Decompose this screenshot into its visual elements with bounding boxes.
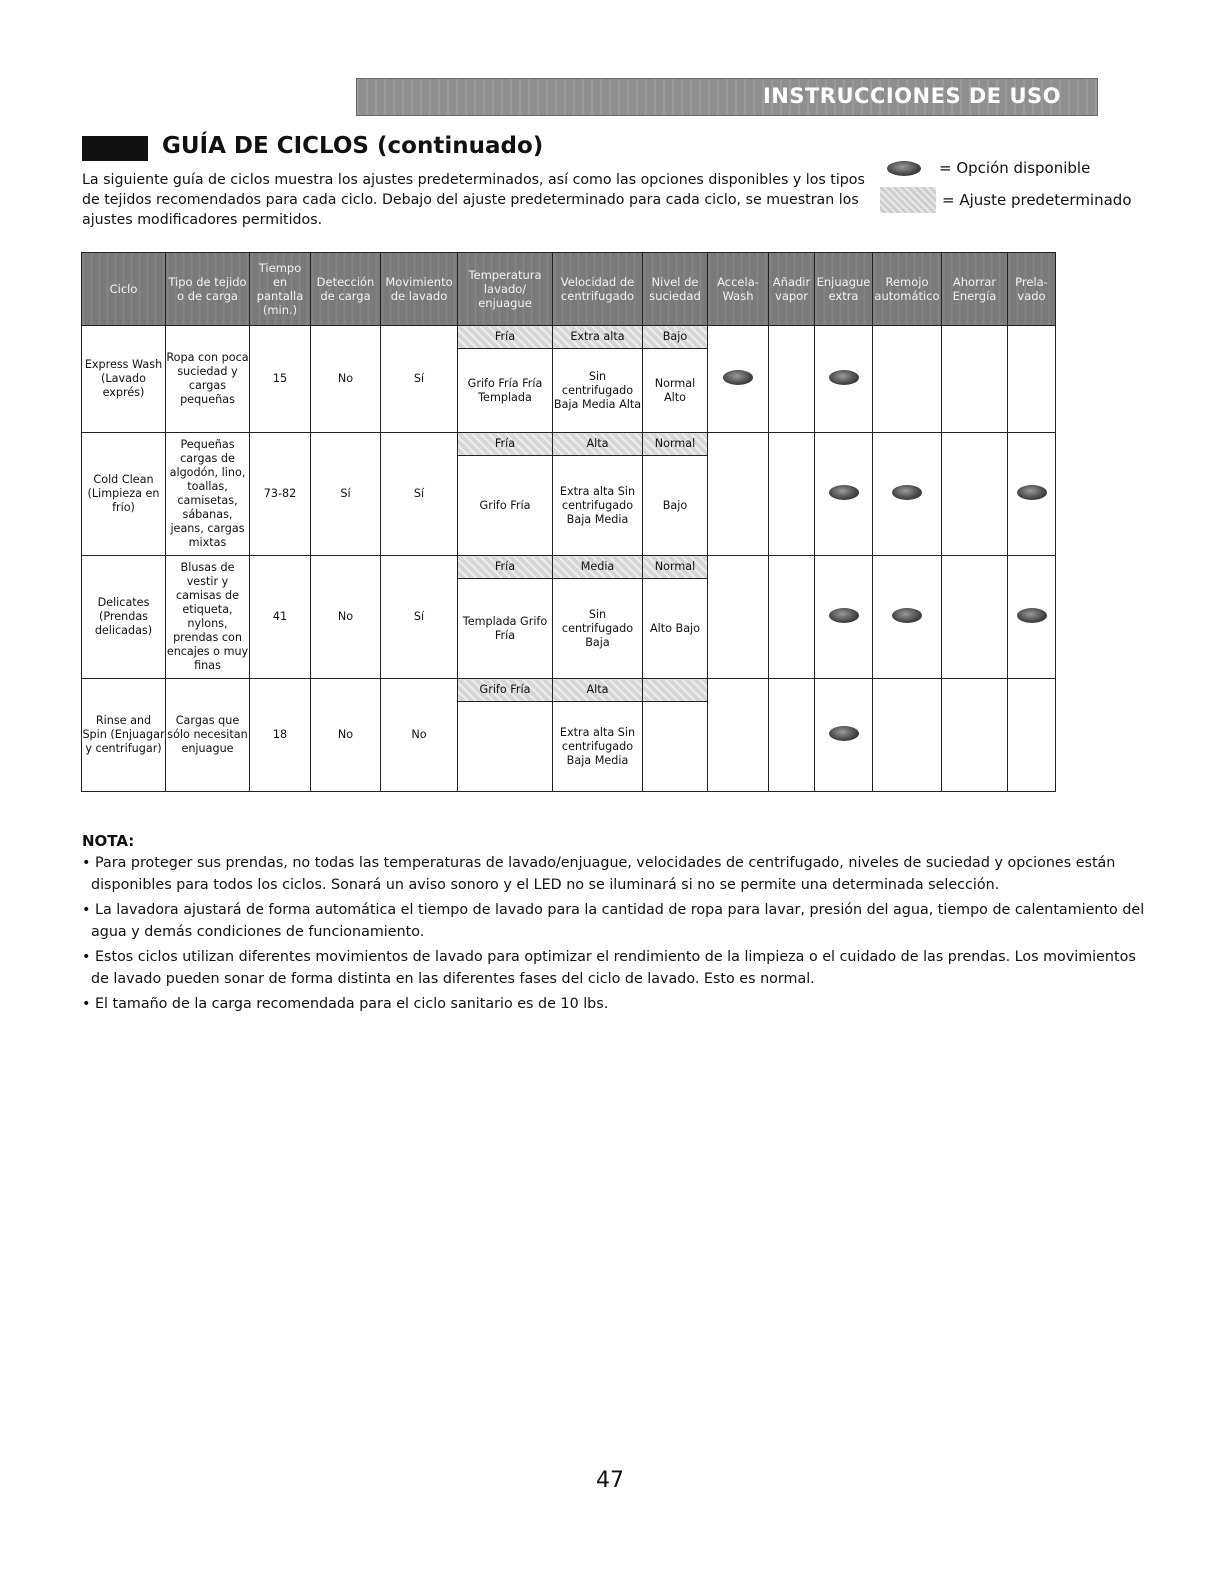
cell-auto-soak xyxy=(873,326,942,433)
section-banner xyxy=(356,78,1098,116)
cell-fabric: Ropa con poca suciedad y cargas pequeñas xyxy=(166,326,250,433)
header-temp: Temperatura lavado/ enjuague xyxy=(458,253,553,326)
cell-steam xyxy=(769,556,815,679)
table-row-default xyxy=(82,326,1056,349)
cell-extra-rinse xyxy=(815,679,873,792)
header-load-detect: Detección de carga xyxy=(311,253,381,326)
option-dot-icon xyxy=(1017,608,1047,623)
cell-time: 18 xyxy=(250,679,311,792)
cell-cycle: Delicates (Prendas delicadas) xyxy=(82,556,166,679)
cell-time: 73-82 xyxy=(250,433,311,556)
header-fabric: Tipo de tejido o de carga xyxy=(166,253,250,326)
page-title: GUÍA DE CICLOS (continuado) xyxy=(162,133,544,159)
note-item: • Estos ciclos utilizan diferentes movimientos de lavado para optimizar el rendimiento de la limpieza o el cuidado de las prendas. Los movimientos de lavado pueden sonar de forma distinta en las diferentes fases del ciclo de lavado. Esto es normal. xyxy=(82,949,1136,987)
cell-motion: Sí xyxy=(381,326,458,433)
cell-soil-options xyxy=(643,702,708,792)
cell-auto-soak xyxy=(873,433,942,556)
cell-steam xyxy=(769,433,815,556)
cell-energy xyxy=(942,326,1008,433)
cell-default-spin: Media xyxy=(553,556,643,579)
cell-default-soil xyxy=(643,679,708,702)
cell-default-soil: Normal xyxy=(643,556,708,579)
cell-energy xyxy=(942,679,1008,792)
cell-load-detect: Sí xyxy=(311,433,381,556)
header-soil: Nivel de suciedad xyxy=(643,253,708,326)
option-dot-icon xyxy=(829,608,859,623)
cell-prewash xyxy=(1008,433,1056,556)
legend-option-row xyxy=(880,152,1132,184)
cell-default-spin: Alta xyxy=(553,679,643,702)
cell-accela xyxy=(708,556,769,679)
legend-default-row xyxy=(880,184,1132,216)
header-energy: Ahorrar Energía xyxy=(942,253,1008,326)
cell-motion: No xyxy=(381,679,458,792)
note-item: • El tamaño de la carga recomendada para el ciclo sanitario es de 10 lbs. xyxy=(82,996,609,1012)
cell-extra-rinse xyxy=(815,433,873,556)
option-dot-icon xyxy=(829,370,859,385)
intro-paragraph: La siguiente guía de ciclos muestra los ajustes predeterminados, así como las opciones disponibles y los tipos de tejidos recomendados para cada ciclo. Debajo del ajuste predeterminado para cada ciclo, se muestran los ajustes modificadores permitidos. xyxy=(82,172,865,228)
banner-title: INSTRUCCIONES DE USO xyxy=(762,84,1061,108)
option-dot-icon xyxy=(829,485,859,500)
cell-fabric: Blusas de vestir y camisas de etiqueta, nylons, prendas con encajes o muy finas xyxy=(166,556,250,679)
legend xyxy=(880,152,1132,216)
option-dot-icon xyxy=(892,608,922,623)
cell-default-temp: Grifo Fría xyxy=(458,679,553,702)
cell-default-spin: Extra alta xyxy=(553,326,643,349)
cell-spin-options: Sin centrifugado Baja xyxy=(553,579,643,679)
cell-steam xyxy=(769,326,815,433)
cell-accela xyxy=(708,433,769,556)
cell-time: 15 xyxy=(250,326,311,433)
header-motion: Movimiento de lavado xyxy=(381,253,458,326)
cell-load-detect: No xyxy=(311,556,381,679)
option-dot-icon xyxy=(887,161,921,176)
cell-default-spin: Alta xyxy=(553,433,643,456)
cell-energy xyxy=(942,433,1008,556)
table-row-default xyxy=(82,433,1056,456)
header-steam: Añadir vapor xyxy=(769,253,815,326)
cell-default-temp: Fría xyxy=(458,326,553,349)
cell-load-detect: No xyxy=(311,326,381,433)
cell-accela xyxy=(708,326,769,433)
cell-default-soil: Bajo xyxy=(643,326,708,349)
cell-default-temp: Fría xyxy=(458,556,553,579)
option-dot-icon xyxy=(1017,485,1047,500)
cell-steam xyxy=(769,679,815,792)
cell-time: 41 xyxy=(250,556,311,679)
table-header-row xyxy=(82,253,1056,326)
cell-spin-options: Extra alta Sin centrifugado Baja Media xyxy=(553,456,643,556)
cell-soil-options: Alto Bajo xyxy=(643,579,708,679)
notes-title: NOTA: xyxy=(82,832,135,850)
cell-temp-options: Templada Grifo Fría xyxy=(458,579,553,679)
page-number: 47 xyxy=(596,1468,624,1493)
notes-list xyxy=(82,852,1152,1018)
note-item: • La lavadora ajustará de forma automática el tiempo de lavado para la cantidad de ropa para lavar, presión del agua, tiempo de calentamiento del agua y demás condiciones de funcionamiento. xyxy=(82,902,1145,940)
header-time: Tiempo en pantalla (min.) xyxy=(250,253,311,326)
legend-option-label: = Opción disponible xyxy=(939,159,1091,177)
cell-spin-options: Extra alta Sin centrifugado Baja Media xyxy=(553,702,643,792)
cell-energy xyxy=(942,556,1008,679)
cell-prewash xyxy=(1008,679,1056,792)
cell-soil-options: Normal Alto xyxy=(643,349,708,433)
cell-extra-rinse xyxy=(815,326,873,433)
cell-default-soil: Normal xyxy=(643,433,708,456)
table-row-default xyxy=(82,679,1056,702)
cell-spin-options: Sin centrifugado Baja Media Alta xyxy=(553,349,643,433)
cell-fabric: Cargas que sólo necesitan enjuague xyxy=(166,679,250,792)
cell-auto-soak xyxy=(873,679,942,792)
header-auto-soak: Remojo automático xyxy=(873,253,942,326)
cycle-guide-table xyxy=(81,252,1056,792)
cell-soil-options: Bajo xyxy=(643,456,708,556)
cell-accela xyxy=(708,679,769,792)
cell-auto-soak xyxy=(873,556,942,679)
cell-prewash xyxy=(1008,556,1056,679)
cell-temp-options xyxy=(458,702,553,792)
cell-prewash xyxy=(1008,326,1056,433)
legend-default-label: = Ajuste predeterminado xyxy=(942,191,1132,209)
title-marker xyxy=(82,136,148,161)
header-prewash: Prela- vado xyxy=(1008,253,1056,326)
cell-fabric: Pequeñas cargas de algodón, lino, toallas, camisetas, sábanas, jeans, cargas mixtas xyxy=(166,433,250,556)
option-dot-icon xyxy=(829,726,859,741)
option-dot-icon xyxy=(892,485,922,500)
note-item: • Para proteger sus prendas, no todas las temperaturas de lavado/enjuague, velocidades de centrifugado, niveles de suciedad y opciones están disponibles para todos los ciclos. Sonará un aviso sonoro y el LED no se iluminará si no se permite una determinada selección. xyxy=(82,855,1116,893)
cell-cycle: Rinse and Spin (Enjuagar y centrifugar) xyxy=(82,679,166,792)
cell-cycle: Express Wash (Lavado exprés) xyxy=(82,326,166,433)
cell-default-temp: Fría xyxy=(458,433,553,456)
cell-motion: Sí xyxy=(381,556,458,679)
cell-temp-options: Grifo Fría xyxy=(458,456,553,556)
table-row-default xyxy=(82,556,1056,579)
header-extra-rinse: Enjuague extra xyxy=(815,253,873,326)
cell-extra-rinse xyxy=(815,556,873,679)
cell-motion: Sí xyxy=(381,433,458,556)
header-spin: Velocidad de centrifugado xyxy=(553,253,643,326)
header-cycle: Ciclo xyxy=(82,253,166,326)
cell-cycle: Cold Clean (Limpieza en frío) xyxy=(82,433,166,556)
default-swatch-icon xyxy=(880,187,936,213)
cell-temp-options: Grifo Fría Fría Templada xyxy=(458,349,553,433)
cell-load-detect: No xyxy=(311,679,381,792)
option-dot-icon xyxy=(723,370,753,385)
header-accela: Accela- Wash xyxy=(708,253,769,326)
